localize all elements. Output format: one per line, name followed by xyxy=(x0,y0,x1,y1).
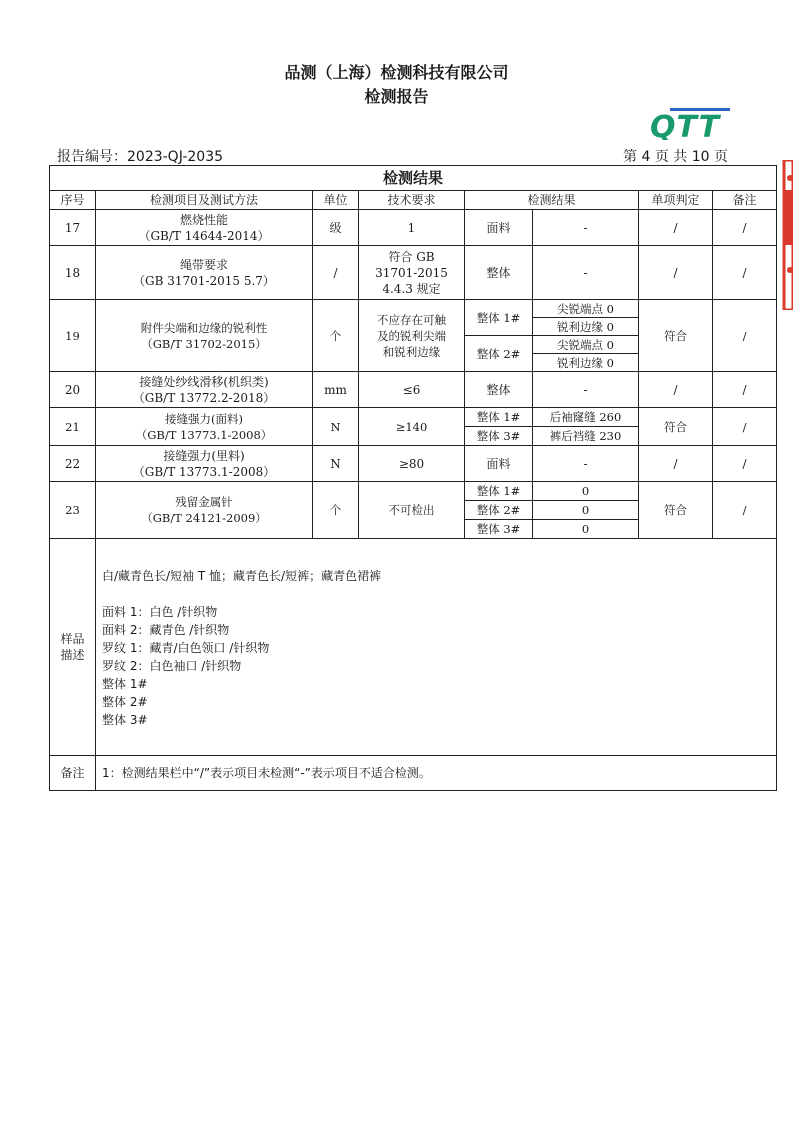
header-cell: 序号 xyxy=(50,191,96,210)
header-cell: 检测项目及测试方法 xyxy=(96,191,313,210)
unit-cell: 个 xyxy=(313,300,359,372)
row-number: 23 xyxy=(50,482,96,539)
table-caption: 检测结果 xyxy=(50,166,777,191)
svg-text:QTT: QTT xyxy=(650,110,721,140)
table-header-row xyxy=(50,191,777,210)
header-cell: 单项判定 xyxy=(639,191,713,210)
note-cell: / xyxy=(713,446,777,482)
sample-description-row xyxy=(50,539,777,756)
table-row xyxy=(50,210,777,246)
sample-label: 样品 描述 xyxy=(50,539,96,756)
result-part: 整体 2# xyxy=(465,336,533,372)
remark-label: 备注 xyxy=(50,756,96,791)
result-part: 整体 1# xyxy=(465,300,533,336)
result-value: - xyxy=(533,210,639,246)
requirement-cell: 符合 GB 31701-2015 4.4.3 规定 xyxy=(359,246,465,300)
sample-description: 白/藏青色长/短袖 T 恤；藏青色长/短裤；藏青色裙裤 面料 1：白色 /针织物 面料 2：藏青色 /针织物 罗纹 1：藏青/白色领口 /针织物 罗纹 2：白色袖口 /针织物 整体 1# 整体 2# 整体 3# xyxy=(96,539,777,756)
result-part: 面料 xyxy=(465,210,533,246)
unit-cell: / xyxy=(313,246,359,300)
result-part: 整体 xyxy=(465,372,533,408)
result-value: - xyxy=(533,246,639,300)
note-cell: / xyxy=(713,408,777,446)
result-part: 整体 1# xyxy=(465,482,533,501)
result-value: 裤后裆缝 230 xyxy=(533,427,639,446)
note-cell: / xyxy=(713,372,777,408)
table-row xyxy=(50,482,777,501)
unit-cell: N xyxy=(313,408,359,446)
result-part: 整体 1# xyxy=(465,408,533,427)
report-number: 报告编号：2023-QJ-2035 xyxy=(57,149,224,165)
test-item: 残留金属针 （GB/T 24121-2009） xyxy=(96,482,313,539)
result-part: 整体 xyxy=(465,246,533,300)
judgement-cell: / xyxy=(639,372,713,408)
test-item: 燃烧性能 （GB/T 14644-2014） xyxy=(96,210,313,246)
remark-row xyxy=(50,756,777,791)
test-item: 接缝强力(里料) （GB/T 13773.1-2008） xyxy=(96,446,313,482)
requirement-cell: ≥140 xyxy=(359,408,465,446)
row-number: 19 xyxy=(50,300,96,372)
remark-text: 1：检测结果栏中“/”表示项目未检测“-”表示项目不适合检测。 xyxy=(96,756,777,791)
results-table xyxy=(49,165,777,791)
header-cell: 单位 xyxy=(313,191,359,210)
header-cell: 技术要求 xyxy=(359,191,465,210)
result-value: 尖锐端点 0 xyxy=(533,336,639,354)
company-name: 品测（上海）检测科技有限公司 xyxy=(284,63,509,82)
table-row xyxy=(50,372,777,408)
test-item: 接缝强力(面料) （GB/T 13773.1-2008） xyxy=(96,408,313,446)
row-number: 21 xyxy=(50,408,96,446)
row-number: 18 xyxy=(50,246,96,300)
unit-cell: 级 xyxy=(313,210,359,246)
requirement-cell: 不可检出 xyxy=(359,482,465,539)
header-cell: 检测结果 xyxy=(465,191,639,210)
table-row xyxy=(50,246,777,300)
note-cell: / xyxy=(713,246,777,300)
table-row xyxy=(50,408,777,427)
result-part: 面料 xyxy=(465,446,533,482)
row-number: 20 xyxy=(50,372,96,408)
result-value: 0 xyxy=(533,482,639,501)
judgement-cell: / xyxy=(639,246,713,300)
unit-cell: N xyxy=(313,446,359,482)
result-part: 整体 2# xyxy=(465,501,533,520)
test-item: 接缝处纱线滑移(机织类) （GB/T 13772.2-2018） xyxy=(96,372,313,408)
result-part: 整体 3# xyxy=(465,520,533,539)
note-cell: / xyxy=(713,210,777,246)
unit-cell: mm xyxy=(313,372,359,408)
requirement-cell: ≥80 xyxy=(359,446,465,482)
note-cell: / xyxy=(713,482,777,539)
result-value: 后袖窿缝 260 xyxy=(533,408,639,427)
judgement-cell: / xyxy=(639,210,713,246)
row-number: 22 xyxy=(50,446,96,482)
report-title: 检测报告 xyxy=(364,87,429,106)
page-number: 第 4 页 共 10 页 xyxy=(623,149,728,165)
red-seal-stamp xyxy=(778,160,793,310)
result-value: - xyxy=(533,372,639,408)
result-value: 尖锐端点 0 xyxy=(533,300,639,318)
result-part: 整体 3# xyxy=(465,427,533,446)
table-row xyxy=(50,300,777,318)
judgement-cell: 符合 xyxy=(639,482,713,539)
result-value: 锐利边缘 0 xyxy=(533,354,639,372)
judgement-cell: 符合 xyxy=(639,300,713,372)
table-row xyxy=(50,446,777,482)
judgement-cell: / xyxy=(639,446,713,482)
result-value: 0 xyxy=(533,520,639,539)
result-value: 0 xyxy=(533,501,639,520)
requirement-cell: 不应存在可触 及的锐利尖端 和锐利边缘 xyxy=(359,300,465,372)
test-item: 附件尖端和边缘的锐利性 （GB/T 31702-2015） xyxy=(96,300,313,372)
header-cell: 备注 xyxy=(713,191,777,210)
qtt-logo xyxy=(648,108,730,140)
judgement-cell: 符合 xyxy=(639,408,713,446)
test-item: 绳带要求 （GB 31701-2015 5.7） xyxy=(96,246,313,300)
note-cell: / xyxy=(713,300,777,372)
result-value: 锐利边缘 0 xyxy=(533,318,639,336)
row-number: 17 xyxy=(50,210,96,246)
unit-cell: 个 xyxy=(313,482,359,539)
result-value: - xyxy=(533,446,639,482)
requirement-cell: 1 xyxy=(359,210,465,246)
requirement-cell: ≤6 xyxy=(359,372,465,408)
